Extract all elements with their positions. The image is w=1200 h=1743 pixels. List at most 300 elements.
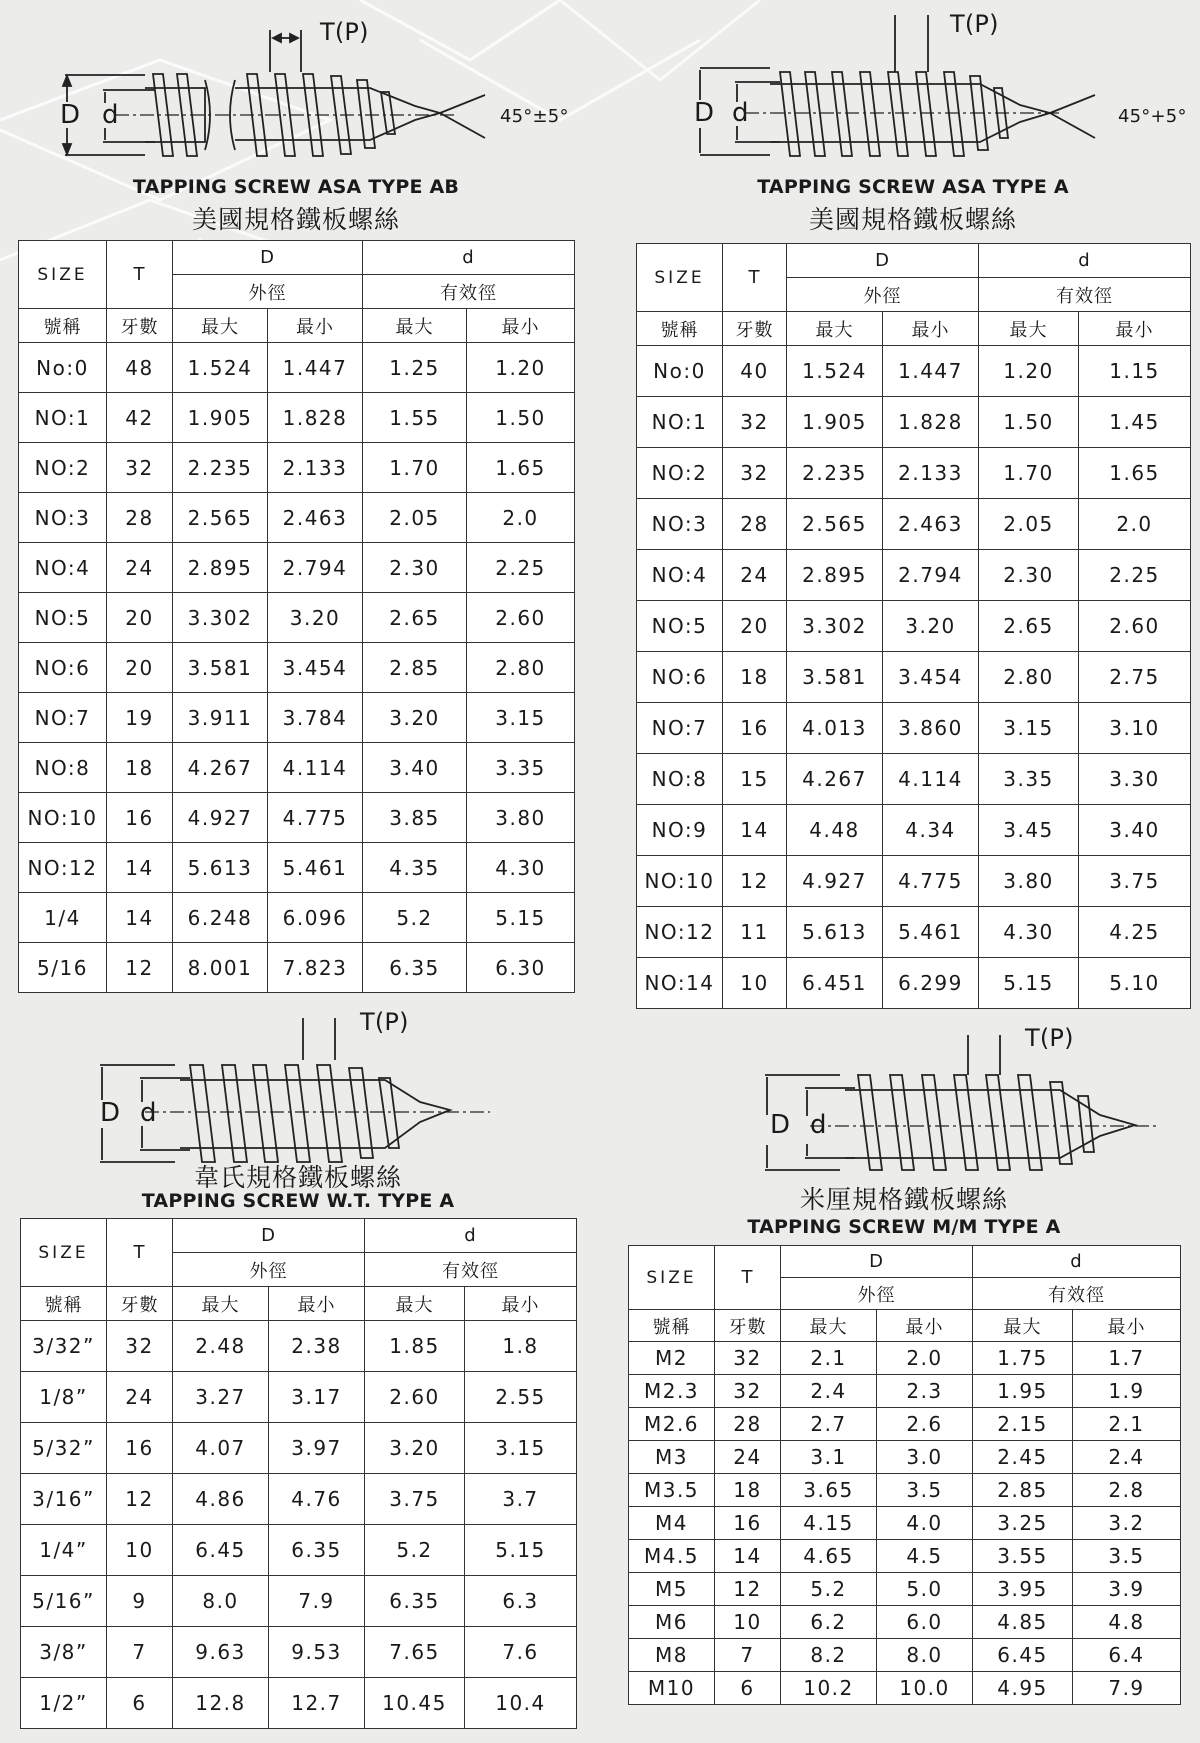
effective-dia-header: 有效徑	[363, 275, 575, 309]
thread-count-cell: 40	[723, 346, 787, 397]
outer-max-cell: 4.65	[781, 1540, 877, 1573]
outer-min-cell: 5.461	[883, 907, 979, 958]
outer-min-cell: 1.828	[883, 397, 979, 448]
min-header: 最小	[268, 309, 363, 343]
thread-count-cell: 18	[723, 652, 787, 703]
thread-count-cell: 48	[107, 343, 173, 393]
outer-max-cell: 2.565	[787, 499, 883, 550]
screw-diagram-a	[690, 10, 1200, 170]
table-row	[629, 1342, 1181, 1375]
table-row	[629, 1672, 1181, 1705]
thread-count-cell: 32	[723, 397, 787, 448]
effective-max-cell: 2.05	[363, 493, 467, 543]
effective-max-cell: 3.45	[979, 805, 1079, 856]
table-row	[637, 805, 1191, 856]
effective-max-cell: 3.85	[363, 793, 467, 843]
minor-dia-label-ab: d	[102, 100, 119, 130]
effective-dia-header: 有效徑	[973, 1278, 1181, 1310]
outer-max-cell: 2.7	[781, 1408, 877, 1441]
table-row	[637, 550, 1191, 601]
outer-max-cell: 6.248	[173, 893, 268, 943]
outer-min-cell: 2.794	[268, 543, 363, 593]
table-wt-title-zh: 韋氏規格鐵板螺絲	[193, 1163, 402, 1192]
outer-min-cell: 5.0	[877, 1573, 973, 1606]
table-mm-title-en: TAPPING SCREW M/M TYPE A	[747, 1216, 1061, 1238]
thread-count-cell: 14	[715, 1540, 781, 1573]
table-row	[21, 1321, 577, 1372]
effective-min-cell: 3.15	[465, 1423, 577, 1474]
effective-max-cell: 3.20	[365, 1423, 465, 1474]
thread-count-cell: 16	[107, 1423, 173, 1474]
size-header: SIZE	[21, 1219, 107, 1287]
outer-max-cell: 4.15	[781, 1507, 877, 1540]
effective-max-cell: 2.65	[363, 593, 467, 643]
major-dia-header: D	[787, 244, 979, 278]
effective-max-cell: 5.2	[365, 1525, 465, 1576]
size-cell: M10	[629, 1672, 715, 1705]
table-row	[637, 448, 1191, 499]
thread-count-cell: 14	[723, 805, 787, 856]
outer-min-cell: 2.463	[268, 493, 363, 543]
table-mm-title-zh: 米厘規格鐵板螺絲	[799, 1185, 1008, 1214]
table-row	[637, 754, 1191, 805]
angle-label-ab: 45°±5°	[500, 106, 569, 127]
effective-max-cell: 3.55	[973, 1540, 1073, 1573]
effective-min-cell: 5.10	[1079, 958, 1191, 1009]
effective-max-cell: 3.20	[363, 693, 467, 743]
size-cell: NO:1	[637, 397, 723, 448]
threads-header: 牙數	[107, 309, 173, 343]
outer-min-cell: 4.34	[883, 805, 979, 856]
effective-dia-header: 有效徑	[365, 1253, 577, 1287]
thread-count-cell: 16	[715, 1507, 781, 1540]
size-cell: NO:12	[637, 907, 723, 958]
table-row	[637, 652, 1191, 703]
table-row	[19, 493, 575, 543]
outer-min-cell: 3.0	[877, 1441, 973, 1474]
effective-max-cell: 2.80	[979, 652, 1079, 703]
min-header: 最小	[1073, 1310, 1181, 1342]
effective-max-cell: 3.40	[363, 743, 467, 793]
table-row	[629, 1474, 1181, 1507]
table-row	[21, 1372, 577, 1423]
table-row	[19, 893, 575, 943]
effective-min-cell: 2.60	[1079, 601, 1191, 652]
effective-max-cell: 3.25	[973, 1507, 1073, 1540]
size-cell: M2.3	[629, 1375, 715, 1408]
thread-count-cell: 20	[107, 593, 173, 643]
outer-max-cell: 3.1	[781, 1441, 877, 1474]
spec-table-wt	[20, 1218, 577, 1729]
spec-table-ab	[18, 240, 575, 993]
table-row	[19, 443, 575, 493]
effective-min-cell: 2.80	[467, 643, 575, 693]
min-header: 最小	[883, 312, 979, 346]
outer-max-cell: 1.905	[787, 397, 883, 448]
effective-min-cell: 2.0	[467, 493, 575, 543]
outer-min-cell: 2.463	[883, 499, 979, 550]
outer-max-cell: 2.895	[787, 550, 883, 601]
table-mm-body	[629, 1246, 1181, 1705]
outer-min-cell: 4.775	[883, 856, 979, 907]
thread-count-cell: 32	[107, 443, 173, 493]
thread-count-cell: 32	[107, 1321, 173, 1372]
threads-header: 牙數	[715, 1310, 781, 1342]
table-row	[19, 693, 575, 743]
outer-min-cell: 3.860	[883, 703, 979, 754]
outer-min-cell: 6.096	[268, 893, 363, 943]
size-cell: NO:2	[19, 443, 107, 493]
spec-table-a	[636, 243, 1191, 1009]
size-header: SIZE	[637, 244, 723, 312]
effective-max-cell: 1.55	[363, 393, 467, 443]
max-header: 最大	[173, 1287, 269, 1321]
table-row	[629, 1573, 1181, 1606]
thread-count-cell: 6	[715, 1672, 781, 1705]
effective-max-cell: 2.65	[979, 601, 1079, 652]
effective-min-cell: 4.25	[1079, 907, 1191, 958]
size-cell: NO:3	[637, 499, 723, 550]
thread-count-cell: 18	[715, 1474, 781, 1507]
effective-max-cell: 1.75	[973, 1342, 1073, 1375]
screw-diagram-ab	[55, 10, 555, 170]
effective-min-cell: 1.8	[465, 1321, 577, 1372]
outer-min-cell: 3.5	[877, 1474, 973, 1507]
min-header: 最小	[1079, 312, 1191, 346]
thread-count-cell: 32	[715, 1342, 781, 1375]
outer-max-cell: 8.001	[173, 943, 268, 993]
size-cell: M2.6	[629, 1408, 715, 1441]
effective-min-cell: 1.7	[1073, 1342, 1181, 1375]
header-row	[637, 312, 1191, 346]
outer-min-cell: 3.20	[883, 601, 979, 652]
angle-label-a: 45°+5°	[1118, 106, 1187, 127]
outer-max-cell: 6.45	[173, 1525, 269, 1576]
minor-dia-label-a: d	[732, 98, 749, 128]
table-row	[19, 743, 575, 793]
thread-count-cell: 16	[107, 793, 173, 843]
effective-min-cell: 1.45	[1079, 397, 1191, 448]
effective-max-cell: 4.30	[979, 907, 1079, 958]
effective-min-cell: 3.7	[465, 1474, 577, 1525]
effective-min-cell: 6.30	[467, 943, 575, 993]
thread-count-cell: 20	[107, 643, 173, 693]
effective-max-cell: 1.70	[979, 448, 1079, 499]
effective-min-cell: 3.10	[1079, 703, 1191, 754]
thread-count-cell: 32	[723, 448, 787, 499]
outer-max-cell: 3.65	[781, 1474, 877, 1507]
table-row	[637, 856, 1191, 907]
outer-max-cell: 3.302	[787, 601, 883, 652]
size-cell: No:0	[19, 343, 107, 393]
outer-min-cell: 3.454	[883, 652, 979, 703]
outer-min-cell: 4.114	[883, 754, 979, 805]
thread-count-cell: 7	[107, 1627, 173, 1678]
designation-header: 號稱	[19, 309, 107, 343]
outer-min-cell: 2.6	[877, 1408, 973, 1441]
table-ab-title-zh: 美國規格鐵板螺絲	[191, 205, 400, 234]
effective-max-cell: 2.15	[973, 1408, 1073, 1441]
effective-min-cell: 3.75	[1079, 856, 1191, 907]
effective-max-cell: 2.85	[973, 1474, 1073, 1507]
t-header: T	[107, 241, 173, 309]
threads-header: 牙數	[723, 312, 787, 346]
outer-max-cell: 10.2	[781, 1672, 877, 1705]
t-header: T	[723, 244, 787, 312]
table-row	[629, 1606, 1181, 1639]
designation-header: 號稱	[21, 1287, 107, 1321]
outer-min-cell: 10.0	[877, 1672, 973, 1705]
effective-min-cell: 4.30	[467, 843, 575, 893]
effective-max-cell: 4.85	[973, 1606, 1073, 1639]
max-header: 最大	[979, 312, 1079, 346]
thread-count-cell: 24	[715, 1441, 781, 1474]
size-cell: 3/32”	[21, 1321, 107, 1372]
outer-min-cell: 8.0	[877, 1639, 973, 1672]
outer-min-cell: 9.53	[269, 1627, 365, 1678]
thread-count-cell: 28	[723, 499, 787, 550]
effective-min-cell: 2.8	[1073, 1474, 1181, 1507]
effective-max-cell: 4.95	[973, 1672, 1073, 1705]
effective-min-cell: 10.4	[465, 1678, 577, 1729]
effective-min-cell: 7.6	[465, 1627, 577, 1678]
effective-min-cell: 2.25	[1079, 550, 1191, 601]
thread-count-cell: 24	[107, 543, 173, 593]
outer-max-cell: 8.2	[781, 1639, 877, 1672]
effective-max-cell: 3.95	[973, 1573, 1073, 1606]
effective-min-cell: 1.9	[1073, 1375, 1181, 1408]
effective-min-cell: 2.75	[1079, 652, 1191, 703]
outer-max-cell: 2.1	[781, 1342, 877, 1375]
size-cell: NO:7	[637, 703, 723, 754]
effective-max-cell: 10.45	[365, 1678, 465, 1729]
effective-min-cell: 3.2	[1073, 1507, 1181, 1540]
min-header: 最小	[877, 1310, 973, 1342]
table-ab-body	[19, 241, 575, 993]
table-row	[21, 1525, 577, 1576]
outer-min-cell: 4.5	[877, 1540, 973, 1573]
effective-min-cell: 7.9	[1073, 1672, 1181, 1705]
effective-min-cell: 1.65	[467, 443, 575, 493]
effective-min-cell: 1.15	[1079, 346, 1191, 397]
outer-max-cell: 2.895	[173, 543, 268, 593]
outer-max-cell: 4.267	[173, 743, 268, 793]
outer-max-cell: 5.613	[173, 843, 268, 893]
max-header: 最大	[973, 1310, 1073, 1342]
effective-max-cell: 1.20	[979, 346, 1079, 397]
thread-count-cell: 7	[715, 1639, 781, 1672]
outer-min-cell: 2.794	[883, 550, 979, 601]
effective-min-cell: 2.1	[1073, 1408, 1181, 1441]
header-row	[21, 1287, 577, 1321]
size-cell: 5/16	[19, 943, 107, 993]
effective-max-cell: 2.85	[363, 643, 467, 693]
outer-max-cell: 2.4	[781, 1375, 877, 1408]
size-cell: NO:5	[19, 593, 107, 643]
table-row	[637, 703, 1191, 754]
minor-dia-header: d	[973, 1246, 1181, 1278]
major-dia-label-a: D	[694, 98, 715, 128]
effective-min-cell: 5.15	[465, 1525, 577, 1576]
header-row	[19, 241, 575, 275]
size-cell: NO:4	[19, 543, 107, 593]
size-cell: NO:1	[19, 393, 107, 443]
size-cell: NO:5	[637, 601, 723, 652]
outer-min-cell: 5.461	[268, 843, 363, 893]
outer-min-cell: 7.823	[268, 943, 363, 993]
table-row	[21, 1576, 577, 1627]
table-row	[21, 1627, 577, 1678]
minor-dia-label-wt: d	[140, 1098, 157, 1128]
effective-min-cell: 1.50	[467, 393, 575, 443]
table-row	[19, 343, 575, 393]
effective-max-cell: 2.60	[365, 1372, 465, 1423]
header-row	[19, 309, 575, 343]
outer-max-cell: 1.905	[173, 393, 268, 443]
outer-max-cell: 3.581	[173, 643, 268, 693]
effective-min-cell: 3.40	[1079, 805, 1191, 856]
table-a-body	[637, 244, 1191, 1009]
size-cell: 1/4”	[21, 1525, 107, 1576]
table-row	[637, 499, 1191, 550]
spec-table-mm	[628, 1245, 1181, 1705]
size-cell: M4.5	[629, 1540, 715, 1573]
thread-count-cell: 12	[723, 856, 787, 907]
effective-min-cell: 3.15	[467, 693, 575, 743]
effective-min-cell: 2.25	[467, 543, 575, 593]
effective-dia-header: 有效徑	[979, 278, 1191, 312]
outer-max-cell: 4.86	[173, 1474, 269, 1525]
outer-max-cell: 1.524	[787, 346, 883, 397]
effective-min-cell: 3.35	[467, 743, 575, 793]
thread-count-cell: 10	[723, 958, 787, 1009]
outer-max-cell: 6.2	[781, 1606, 877, 1639]
effective-max-cell: 2.45	[973, 1441, 1073, 1474]
outer-max-cell: 4.267	[787, 754, 883, 805]
outer-min-cell: 1.828	[268, 393, 363, 443]
size-cell: NO:3	[19, 493, 107, 543]
max-header: 最大	[781, 1310, 877, 1342]
effective-min-cell: 4.8	[1073, 1606, 1181, 1639]
table-row	[19, 543, 575, 593]
major-dia-label-ab: D	[60, 100, 81, 130]
effective-max-cell: 3.75	[365, 1474, 465, 1525]
effective-max-cell: 7.65	[365, 1627, 465, 1678]
outer-max-cell: 2.235	[787, 448, 883, 499]
outer-min-cell: 7.9	[269, 1576, 365, 1627]
size-cell: NO:6	[637, 652, 723, 703]
table-row	[637, 397, 1191, 448]
outer-max-cell: 4.48	[787, 805, 883, 856]
effective-max-cell: 2.30	[363, 543, 467, 593]
min-header: 最小	[467, 309, 575, 343]
effective-min-cell: 5.15	[467, 893, 575, 943]
t-header: T	[715, 1246, 781, 1310]
thread-count-cell: 15	[723, 754, 787, 805]
outer-min-cell: 4.775	[268, 793, 363, 843]
outer-max-cell: 5.613	[787, 907, 883, 958]
size-cell: M5	[629, 1573, 715, 1606]
table-row	[637, 346, 1191, 397]
thread-count-cell: 14	[107, 843, 173, 893]
outer-max-cell: 2.235	[173, 443, 268, 493]
outer-min-cell: 2.38	[269, 1321, 365, 1372]
effective-max-cell: 1.25	[363, 343, 467, 393]
outer-max-cell: 9.63	[173, 1627, 269, 1678]
outer-min-cell: 3.17	[269, 1372, 365, 1423]
min-header: 最小	[269, 1287, 365, 1321]
outer-min-cell: 2.133	[268, 443, 363, 493]
major-dia-header: D	[173, 1219, 365, 1253]
outer-min-cell: 1.447	[883, 346, 979, 397]
outer-min-cell: 3.20	[268, 593, 363, 643]
size-cell: NO:9	[637, 805, 723, 856]
outer-dia-header: 外徑	[173, 275, 363, 309]
effective-max-cell: 1.95	[973, 1375, 1073, 1408]
outer-max-cell: 4.07	[173, 1423, 269, 1474]
size-cell: M6	[629, 1606, 715, 1639]
thread-count-cell: 42	[107, 393, 173, 443]
size-header: SIZE	[19, 241, 107, 309]
effective-max-cell: 5.2	[363, 893, 467, 943]
outer-min-cell: 2.0	[877, 1342, 973, 1375]
effective-max-cell: 1.50	[979, 397, 1079, 448]
t-header: T	[107, 1219, 173, 1287]
outer-max-cell: 3.581	[787, 652, 883, 703]
effective-min-cell: 3.9	[1073, 1573, 1181, 1606]
threads-header: 牙數	[107, 1287, 173, 1321]
table-row	[629, 1639, 1181, 1672]
outer-max-cell: 4.927	[787, 856, 883, 907]
effective-min-cell: 6.3	[465, 1576, 577, 1627]
size-cell: 1/4	[19, 893, 107, 943]
thread-count-cell: 10	[107, 1525, 173, 1576]
table-row	[21, 1474, 577, 1525]
thread-count-cell: 12	[107, 1474, 173, 1525]
size-cell: NO:8	[19, 743, 107, 793]
minor-dia-header: d	[365, 1219, 577, 1253]
outer-min-cell: 6.299	[883, 958, 979, 1009]
outer-min-cell: 3.97	[269, 1423, 365, 1474]
effective-max-cell: 6.45	[973, 1639, 1073, 1672]
effective-max-cell: 1.85	[365, 1321, 465, 1372]
outer-min-cell: 6.0	[877, 1606, 973, 1639]
outer-dia-header: 外徑	[781, 1278, 973, 1310]
header-row	[629, 1310, 1181, 1342]
thread-count-cell: 14	[107, 893, 173, 943]
major-dia-label-mm: D	[770, 1110, 791, 1140]
thread-count-cell: 9	[107, 1576, 173, 1627]
minor-dia-label-mm: d	[810, 1110, 827, 1140]
outer-max-cell: 8.0	[173, 1576, 269, 1627]
size-cell: 3/16”	[21, 1474, 107, 1525]
table-row	[19, 593, 575, 643]
thread-count-cell: 12	[107, 943, 173, 993]
size-cell: NO:4	[637, 550, 723, 601]
size-cell: M3.5	[629, 1474, 715, 1507]
effective-min-cell: 2.0	[1079, 499, 1191, 550]
table-ab-title-en: TAPPING SCREW ASA TYPE AB	[132, 176, 460, 198]
size-cell: NO:6	[19, 643, 107, 693]
outer-min-cell: 2.3	[877, 1375, 973, 1408]
size-cell: NO:10	[19, 793, 107, 843]
table-row	[19, 843, 575, 893]
table-a-title-en: TAPPING SCREW ASA TYPE A	[757, 176, 1069, 198]
size-cell: 1/8”	[21, 1372, 107, 1423]
effective-min-cell: 2.55	[465, 1372, 577, 1423]
outer-min-cell: 12.7	[269, 1678, 365, 1729]
table-wt-title-en: TAPPING SCREW W.T. TYPE A	[141, 1190, 455, 1212]
